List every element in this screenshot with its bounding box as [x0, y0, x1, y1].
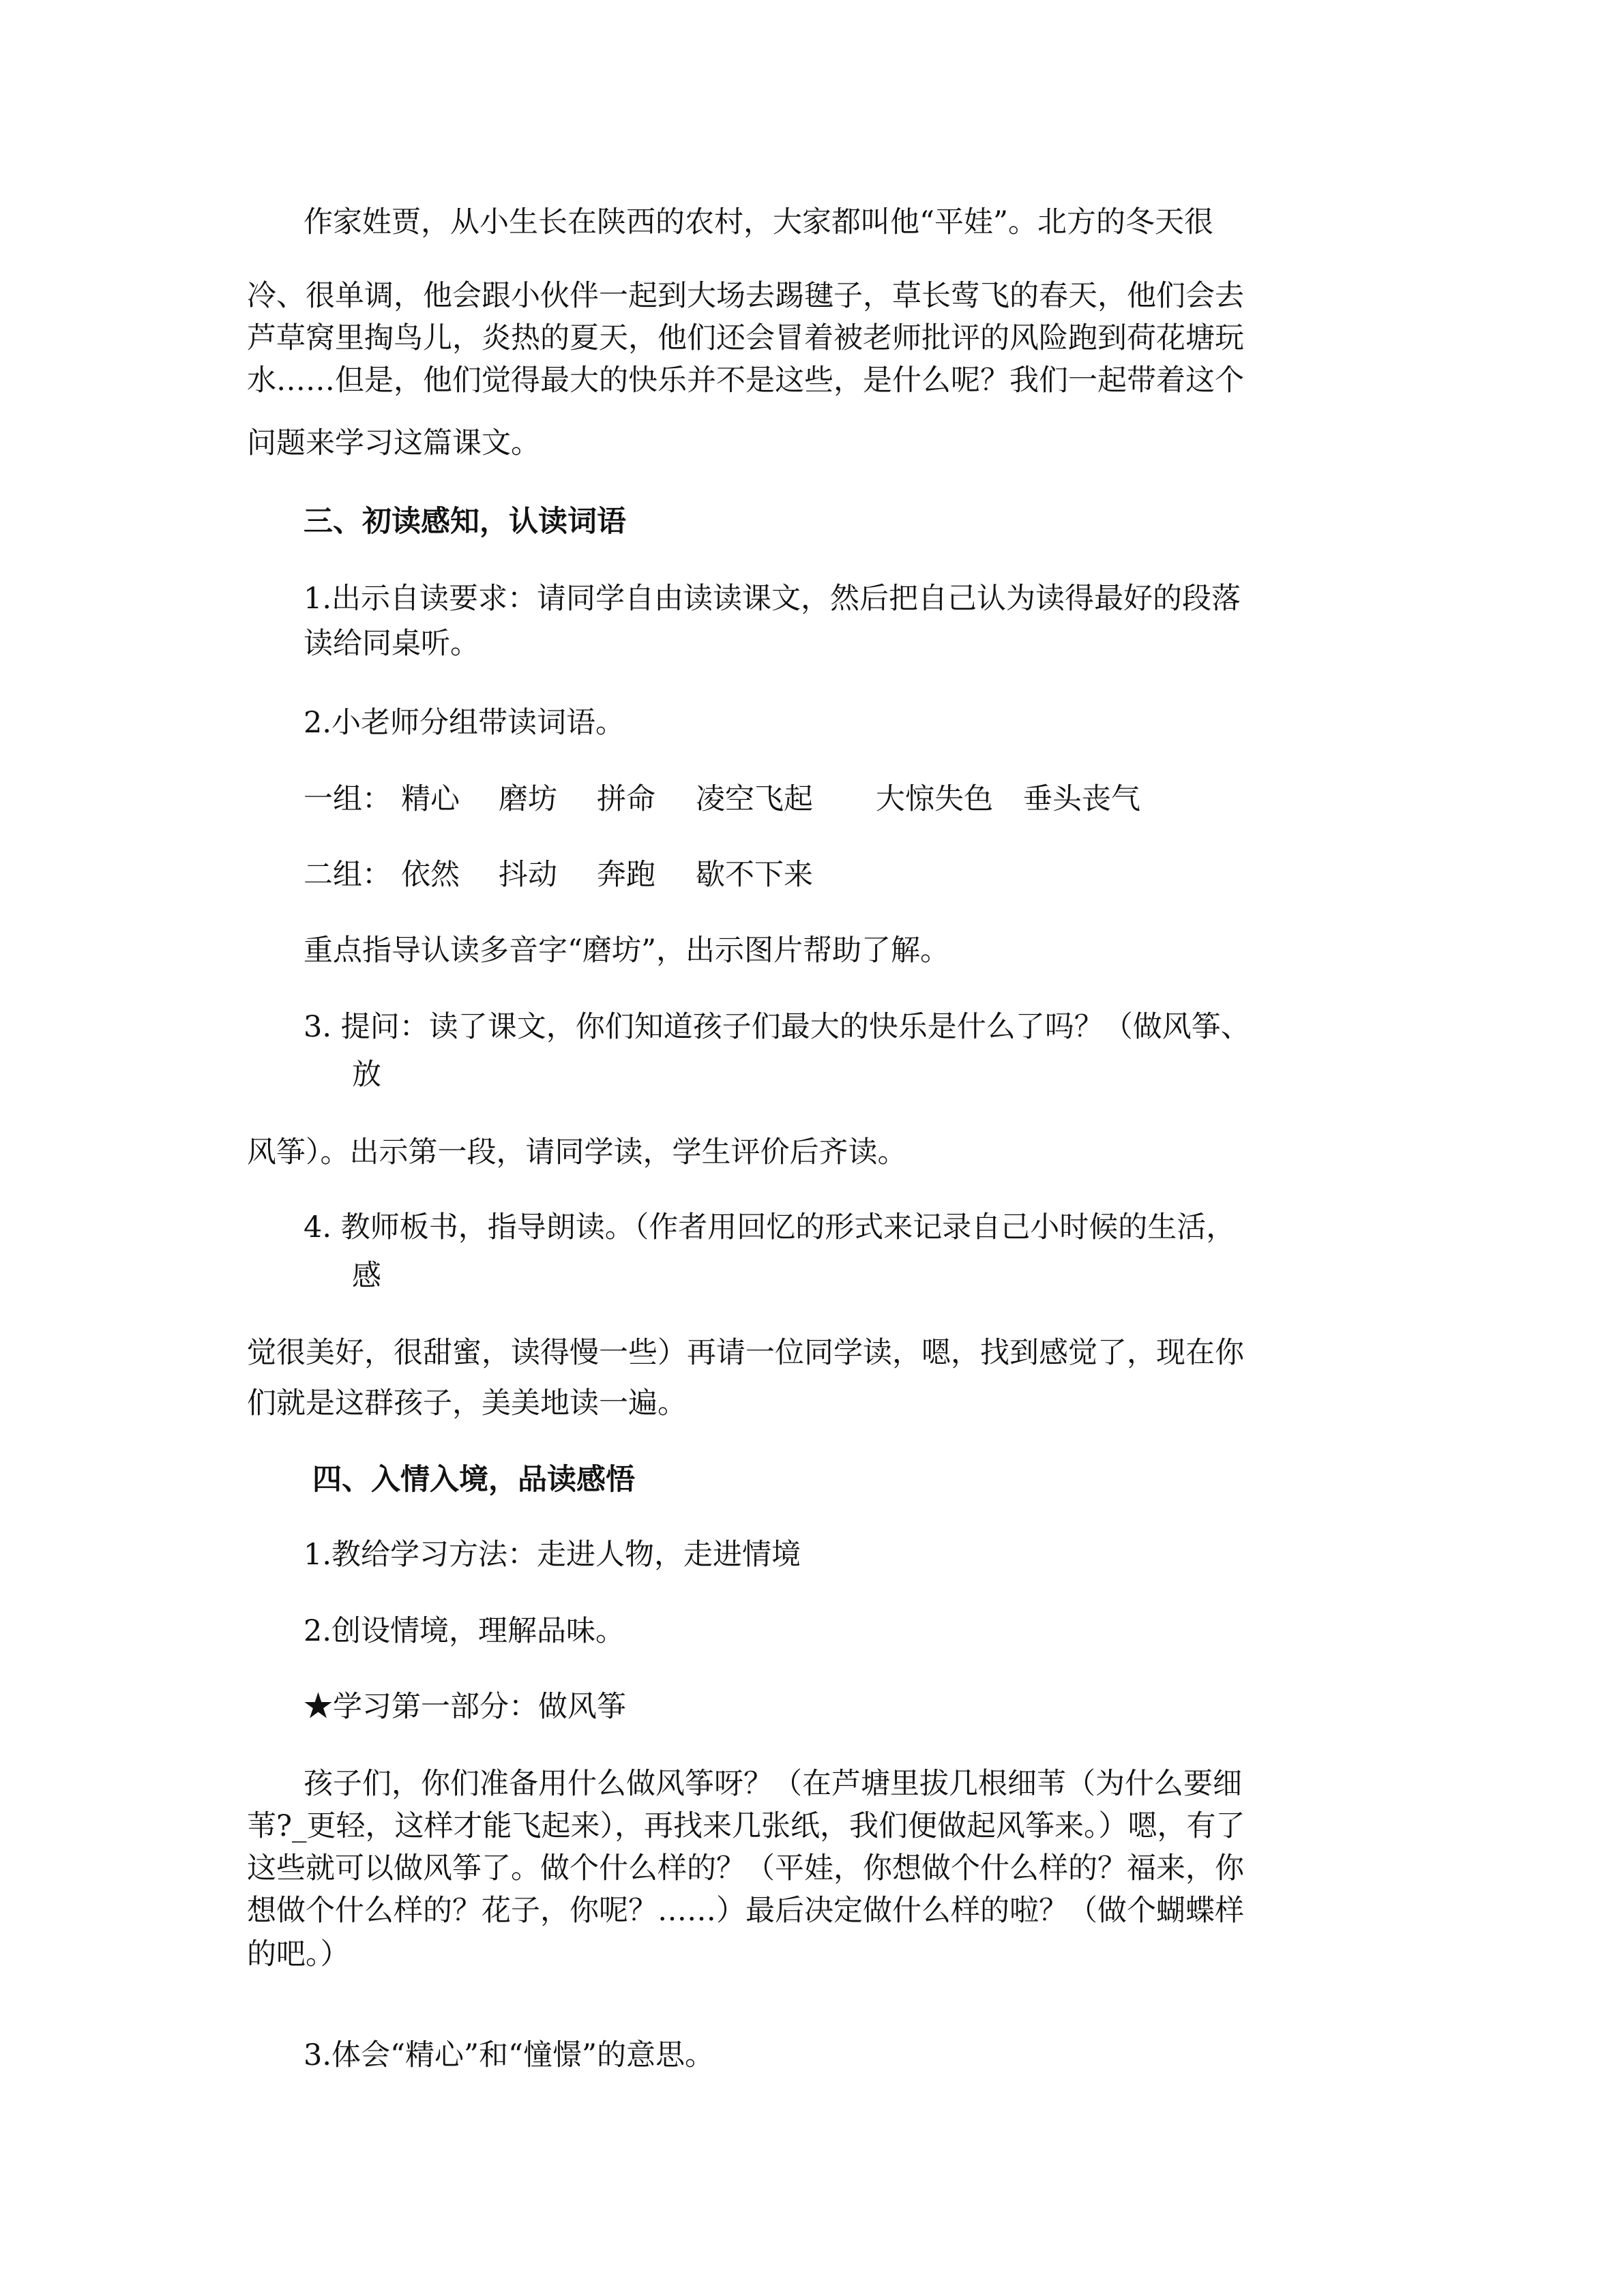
step-4-line-1: 4. 教师板书，指导朗读。（作者用回忆的形式来记录自己小时候的生活， [304, 1210, 1236, 1244]
kite-paragraph-line-2: 苇?_更轻，这样才能飞起来），再找来几张纸，我们便做起风筝来。）嗯，有了 [247, 1809, 1245, 1843]
paragraph-intro-line-5: 问题来学习这篇课文。 [247, 426, 540, 460]
vocab-word: 大惊失色 [876, 782, 993, 816]
kite-paragraph-line-1: 孩子们，你们准备用什么做风筝呀？（在芦塘里拔几根细苇（为什么要细 [304, 1767, 1242, 1801]
vocab-word: 依然 [401, 858, 460, 892]
vocab-word: 凌空飞起 [696, 782, 813, 816]
paragraph-intro-line-4: 水……但是，他们觉得最大的快乐并不是这些，是什么呢？我们一起带着这个 [247, 363, 1244, 398]
vocab-word: 歇不下来 [696, 858, 813, 892]
task-1: 1.教给学习方法：走进人物，走进情境 [304, 1538, 801, 1572]
vocab-word: 垂头丧气 [1023, 782, 1140, 816]
step-1-line-1: 1.出示自读要求：请同学自由读读课文，然后把自己认为读得最好的段落 [304, 582, 1241, 616]
focus-note: 重点指导认读多音字“磨坊”，出示图片帮助了解。 [304, 934, 949, 968]
step-4-line-4: 们就是这群孩子，美美地读一遍。 [247, 1386, 687, 1420]
vocab-group-2-label: 二组： [304, 858, 392, 892]
step-3-line-2: 放 [352, 1058, 381, 1092]
vocab-word: 拼命 [597, 782, 655, 816]
vocab-word: 磨坊 [499, 782, 557, 816]
vocab-word: 抖动 [499, 858, 557, 892]
vocab-word: 精心 [401, 782, 460, 816]
step-1-line-2: 读给同桌听。 [304, 627, 479, 661]
paragraph-intro-line-1: 作家姓贾，从小生长在陕西的农村，大家都叫他“平娃”。北方的冬天很 [304, 205, 1213, 239]
section-heading-3: 三、初读感知，认读词语 [304, 505, 626, 539]
paragraph-intro-line-2: 冷、很单调，他会跟小伙伴一起到大场去踢毽子，草长莺飞的春天，他们会去 [247, 279, 1244, 313]
section-heading-4: 四、入情入境，品读感悟 [312, 1463, 635, 1497]
vocab-group-1-label: 一组： [304, 782, 392, 816]
vocab-word: 奔跑 [597, 858, 655, 892]
kite-paragraph-line-5: 的吧。） [247, 1937, 350, 1971]
kite-paragraph-line-4: 想做个什么样的？花子，你呢？……）最后决定做什么样的啦？（做个蝴蝶样 [247, 1894, 1244, 1928]
task-3: 3.体会“精心”和“憧憬”的意思。 [304, 2038, 714, 2072]
step-3-line-3: 风筝）。出示第一段，请同学读，学生评价后齐读。 [247, 1135, 907, 1169]
star-subheading: ★学习第一部分：做风筝 [304, 1690, 626, 1724]
step-4-line-2: 感 [352, 1259, 381, 1293]
kite-paragraph-line-3: 这些就可以做风筝了。做个什么样的？（平娃，你想做个什么样的？福来，你 [247, 1851, 1244, 1885]
paragraph-intro-line-3: 芦草窝里掏鸟儿，炎热的夏天，他们还会冒着被老师批评的风险跑到荷花塘玩 [247, 321, 1244, 355]
task-2: 2.创设情境，理解品味。 [304, 1614, 625, 1648]
step-4-line-3: 觉很美好，很甜蜜，读得慢一些）再请一位同学读，嗯，找到感觉了，现在你 [247, 1336, 1244, 1370]
step-2: 2.小老师分组带读词语。 [304, 706, 625, 740]
step-3-line-1: 3. 提问：读了课文，你们知道孩子们最大的快乐是什么了吗？（做风筝、 [304, 1010, 1250, 1044]
